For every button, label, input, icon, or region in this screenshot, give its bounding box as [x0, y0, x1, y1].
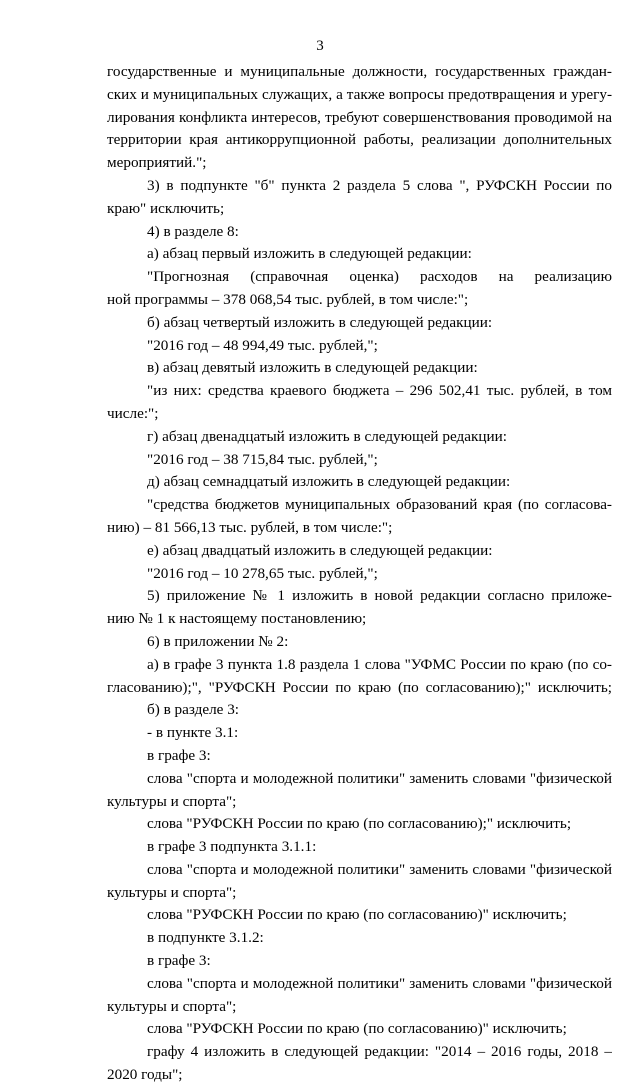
text-line: "2016 год – 10 278,65 тыс. рублей,"; [147, 564, 378, 582]
text-line: "2016 год – 38 715,84 тыс. рублей,"; [147, 450, 378, 468]
text-line: территории края антикоррупционной работы, реализации дополнительных [107, 131, 612, 149]
document-body [107, 61, 612, 1087]
text-line: графу 4 изложить в следующей редакции: "2014 – 2016 годы, 2018 – [147, 1043, 612, 1061]
text-line: б) в разделе 3: [147, 701, 240, 719]
text-line: слова "РУФСКН России по краю (по согласованию)" исключить; [147, 906, 567, 924]
text-line: а) абзац первый изложить в следующей редакции: [147, 245, 472, 263]
text-line: - в пункте 3.1: [147, 724, 239, 742]
text-line: 6) в приложении № 2: [147, 632, 289, 650]
text-line: б) абзац четвертый изложить в следующей редакции: [147, 313, 493, 331]
text-line: а) в графе 3 пункта 1.8 раздела 1 слова "УФМС России по краю (по со- [147, 655, 612, 673]
text-line: 5) приложение № 1 изложить в новой редакции согласно приложе- [147, 587, 612, 605]
text-line: в графе 3: [147, 952, 211, 970]
text-line: культуры и спорта"; [107, 997, 237, 1015]
page-number: 3 [316, 38, 324, 54]
text-line: в) абзац девятый изложить в следующей редакции: [147, 359, 478, 377]
text-line: слова "спорта и молодежной политики" заменить словами "физической [147, 769, 612, 787]
text-line: ских и муниципальных служащих, а также вопросы предотвращения и урегу- [107, 85, 612, 103]
text-line: "средства бюджетов муниципальных образований края (по согласова- [147, 496, 612, 514]
text-line: д) абзац семнадцатый изложить в следующей редакции: [147, 473, 511, 491]
text-line: 4) в разделе 8: [147, 222, 239, 240]
text-line: "Прогнозная (справочная оценка) расходов на реализацию [147, 268, 612, 286]
text-line: государственные и муниципальные должности, государственных граждан- [107, 63, 612, 80]
text-line: культуры и спорта"; [107, 883, 237, 901]
text-line: мероприятий."; [107, 154, 207, 172]
text-line: 3) в подпункте "б" пункта 2 раздела 5 слова ", РУФСКН России по [147, 176, 612, 194]
text-line: гласованию);", "РУФСКН России по краю (по согласованию);" исключить; [107, 678, 612, 696]
text-line: слова "спорта и молодежной политики" заменить словами "физической [147, 860, 612, 878]
text-line: в графе 3: [147, 746, 211, 764]
text-line: в подпункте 3.1.2: [147, 929, 264, 947]
text-line: нию) – 81 566,13 тыс. рублей, в том числе:"; [107, 518, 393, 536]
text-line: ной программы – 378 068,54 тыс. рублей, в том числе:"; [107, 290, 469, 308]
text-line: лирования конфликта интересов, требуют совершенствования проводимой на [107, 108, 612, 126]
text-line: в графе 3 подпункта 3.1.1: [147, 838, 317, 856]
text-line: слова "РУФСКН России по краю (по согласованию);" исключить; [147, 815, 572, 833]
text-line: числе:"; [107, 404, 159, 422]
text-line: "из них: средства краевого бюджета – 296 502,41 тыс. рублей, в том [147, 382, 612, 400]
text-line: краю" исключить; [107, 199, 225, 217]
text-line: 2020 годы"; [107, 1066, 183, 1084]
text-line: "2016 год – 48 994,49 тыс. рублей,"; [147, 336, 378, 354]
text-line: г) абзац двенадцатый изложить в следующей редакции: [147, 427, 507, 445]
text-line: слова "РУФСКН России по краю (по согласованию)" исключить; [147, 1020, 567, 1038]
text-line: е) абзац двадцатый изложить в следующей редакции: [147, 541, 493, 559]
text-line: культуры и спорта"; [107, 792, 237, 810]
text-line: слова "спорта и молодежной политики" заменить словами "физической [147, 974, 612, 992]
text-line: нию № 1 к настоящему постановлению; [107, 610, 367, 628]
